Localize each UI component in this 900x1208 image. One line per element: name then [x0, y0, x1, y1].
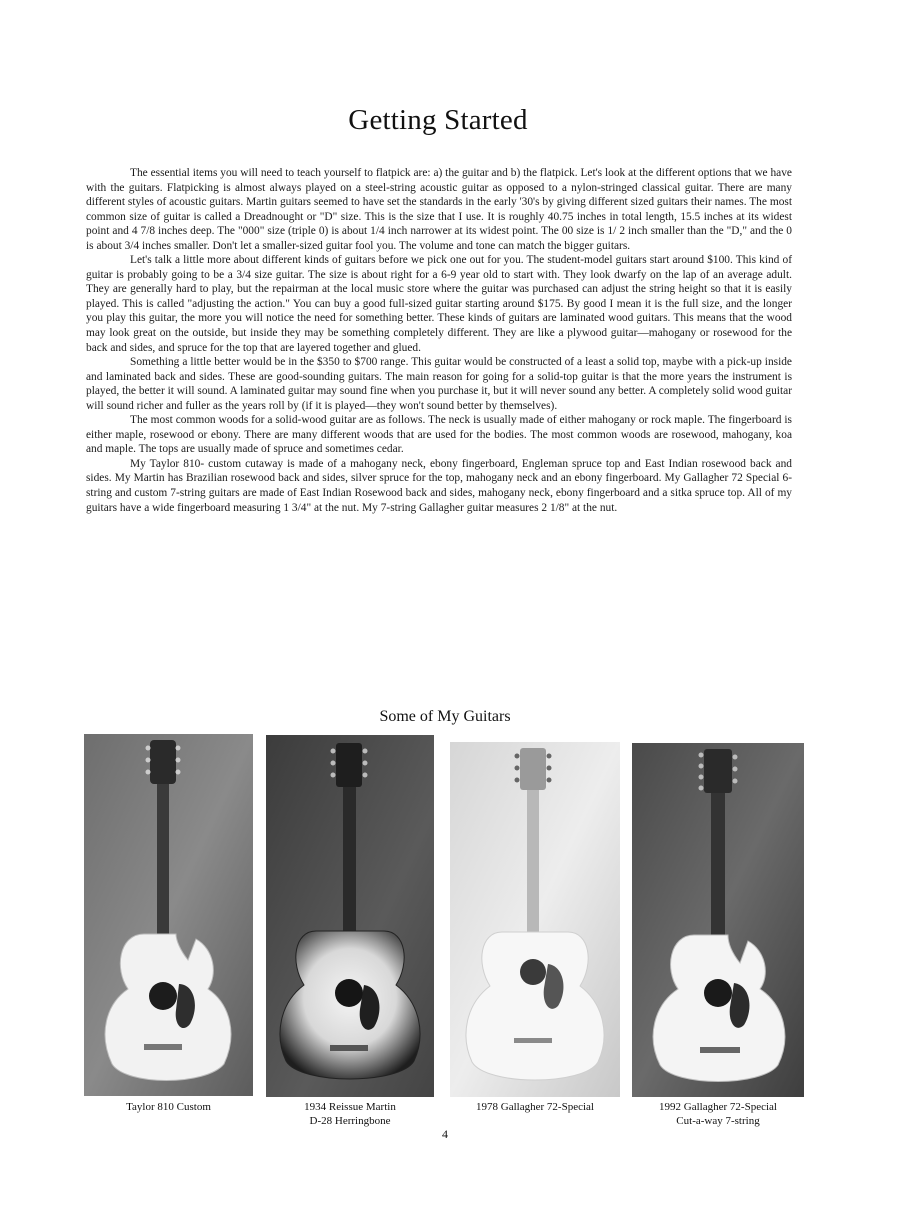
caption-line: D-28 Herringbone [309, 1115, 391, 1127]
guitar-taylor-icon [84, 734, 253, 1096]
guitar-gallagher-icon [450, 742, 620, 1097]
paragraph-1: The essential items you will need to teach yourself to flatpick are: a) the guitar and b) the flatpick. Let's look at the different options that we have with the guitars. Flatpicking is almost always played on a steel-string acoustic guitar as opposed to a nylon-stringed classical guitar. There are many different styles of acoustic guitars. Martin guitars seemed to have set the standards in the early '30's by giving different sized guitars their names. The most common size of guitar is called a Dreadnought or "D" size. This is the size that I use. It is roughly 40.75 inches in total length, 15.5 inches at its widest point and 4 7/8 inches deep. The "000" size (triple 0) is about 1/4 inch narrower at its widest point. The 00 size is 1/ 2 inch smaller than the "D," and the 0 is about 3/4 inches smaller. Don't let a smaller-sized guitar fool you. The volume and tone can match the bigger guitars. [86, 167, 792, 252]
guitar-gallagher-7string-icon [632, 743, 804, 1097]
body-text [86, 166, 792, 515]
caption-line: 1934 Reissue Martin [304, 1101, 396, 1113]
guitar-photo-gallagher-7string [632, 743, 804, 1097]
guitar-martin-icon [266, 735, 434, 1097]
paragraph-4: The most common woods for a solid-wood guitar are as follows. The neck is usually made of either mahogany or rock maple. The fingerboard is either maple, rosewood or ebony. There are many different woods that are used for the bodies. The most common woods are rosewood, mahogany, koa and maple. The tops are usually made of spruce and sometimes cedar. [86, 414, 792, 456]
caption-gallagher-7string [630, 1100, 806, 1128]
gallery-title: Some of My Guitars [379, 708, 511, 725]
paragraph-2: Let's talk a little more about different kinds of guitars before we pick one out for you. The student-model guitars start around $100. This kind of guitar is probably going to be a 3/4 size guitar. The size is about right for a 6-9 year old to start with. They look dwarfy on the lap of an average adult. They are generally hard to play, but the repairman at the local music store where the guitar was purchased can adjust the string height so that it is easily played. This is called "adjusting the action." You can buy a good full-sized guitar starting around $175. By good I mean it is the full size, and the longer you play this guitar, the more you will notice the need for something better. These kinds of guitars are laminated wood guitars. This means that the wood may look great on the outside, but inside they may be something completely different. They are like a plywood guitar—mahogany or rosewood for the back and sides, and spruce for the top that are layered together and glued. [86, 254, 792, 354]
page-number: 4 [442, 1127, 448, 1141]
guitar-photo-taylor [84, 734, 253, 1096]
page-title: Getting Started [348, 104, 528, 136]
guitar-photo-gallagher-72 [450, 742, 620, 1097]
caption-martin [262, 1100, 438, 1128]
caption-taylor [84, 1100, 253, 1114]
caption-line: 1992 Gallagher 72-Special [659, 1101, 777, 1113]
caption-gallagher-72 [450, 1100, 620, 1114]
paragraph-3: Something a little better would be in the $350 to $700 range. This guitar would be constructed of a least a solid top, maybe with a pick-up inside and laminated back and sides. These are good-sounding guitars. The main reason for going for a solid-top guitar is that the more years the instrument is played, the better it will sound. A laminated guitar may sound fine when you purchase it, but it will never sound any better. A completely solid wood guitar will sound richer and fuller as the years roll by (if it is played—they won't sound better by themselves). [86, 356, 792, 412]
caption-line: 1978 Gallagher 72-Special [476, 1101, 594, 1113]
caption-line: Cut-a-way 7-string [676, 1115, 760, 1127]
caption-line: Taylor 810 Custom [126, 1101, 211, 1113]
guitar-photo-martin [266, 735, 434, 1097]
paragraph-5: My Taylor 810- custom cutaway is made of a mahogany neck, ebony fingerboard, Engleman spruce top and East Indian rosewood back and sides. My Martin has Brazilian rosewood back and sides, silver spruce for the top, mahogany neck and an ebony fingerboard. My Gallagher 72 Special 6-string and custom 7-string guitars are made of East Indian Rosewood back and sides, mahogany neck, ebony fingerboard and a sitka spruce top. All of my guitars have a wide fingerboard measuring 1 3/4" at the nut. My 7-string Gallagher guitar measures 2 1/8" at the nut. [86, 457, 792, 514]
